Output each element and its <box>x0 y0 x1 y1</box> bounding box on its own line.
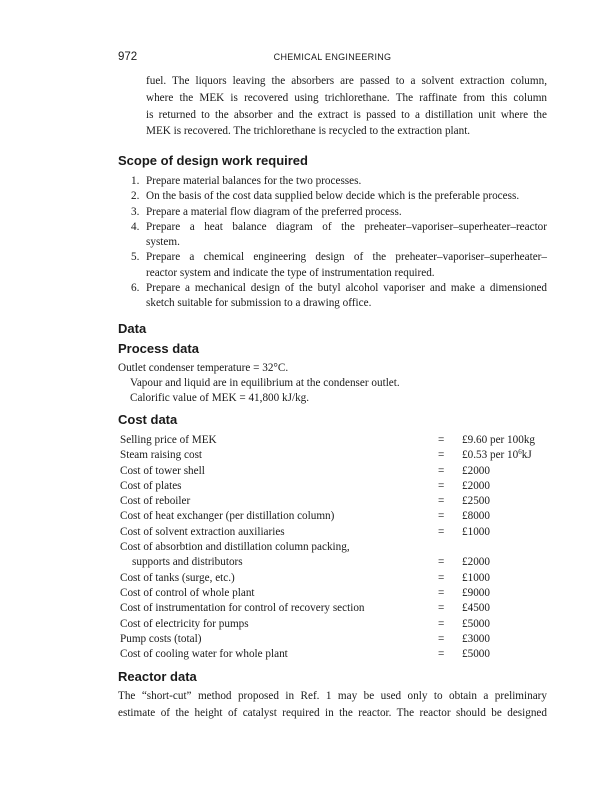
process-line: Calorific value of MEK = 41,800 kJ/kg. <box>130 392 310 404</box>
list-item: 2. On the basis of the cost data supplied below decide which is the preferable process. <box>131 190 520 203</box>
table-row: Pump costs (total) = £3000 <box>120 632 490 645</box>
table-row: Cost of tower shell = £2000 <box>120 464 490 477</box>
process-line: Outlet condenser temperature = 32°C. <box>118 362 289 374</box>
cost-data-heading: Cost data <box>118 412 178 427</box>
list-item: 3. Prepare a material flow diagram of the preferred process. <box>131 205 402 218</box>
data-heading: Data <box>118 321 147 336</box>
scope-heading: Scope of design work required <box>118 153 308 168</box>
reactor-line: The “short-cut” method proposed in Ref. 1 may be used only to obtain a preliminary <box>118 690 547 702</box>
running-title: CHEMICAL ENGINEERING <box>273 52 392 62</box>
list-item: 6. Prepare a mechanical design of the butyl alcohol vaporiser and make a dimensioned sketch suitable for submission to a drawing office. <box>131 282 547 310</box>
list-item: 1. Prepare material balances for the two processes. <box>131 175 362 187</box>
list-item: 5. Prepare a chemical engineering design of the preheater–vaporiser–superheater– reactor system and indicate the type of instrumentation required. <box>131 251 547 279</box>
table-row: Cost of tanks (surge, etc.) = £1000 <box>120 571 490 584</box>
intro-line: MEK is recovered. The trichlorethane is recycled to the extraction plant. <box>146 125 471 138</box>
page-number: 972 <box>118 51 138 63</box>
table-row: Cost of reboiler = £2500 <box>120 495 490 508</box>
table-row: Cost of instrumentation for control of recovery section = £4500 <box>120 602 490 615</box>
page-header <box>118 51 547 65</box>
process-data-heading: Process data <box>118 341 199 356</box>
intro-line: where the MEK is recovered using trichlorethane. The raffinate from this column <box>146 91 547 104</box>
table-row: Cost of electricity for pumps = £5000 <box>120 617 490 630</box>
reactor-paragraph <box>118 688 547 722</box>
intro-line: fuel. The liquors leaving the absorbers are passed to a solvent extraction column, <box>146 75 547 87</box>
table-row: supports and distributors = £2000 <box>132 556 490 569</box>
process-line: Vapour and liquid are in equilibrium at the condenser outlet. <box>130 377 400 389</box>
table-row: Cost of solvent extraction auxiliaries = £1000 <box>120 525 490 538</box>
reactor-line: estimate of the height of catalyst required in the reactor. The reactor should be designed <box>118 706 547 719</box>
reactor-data-heading: Reactor data <box>118 669 197 684</box>
table-row: Cost of heat exchanger (per distillation column) = £8000 <box>120 510 490 523</box>
intro-paragraph <box>146 73 547 140</box>
table-row: Cost of absorbtion and distillation column packing, <box>120 541 350 554</box>
scope-list <box>131 174 547 312</box>
intro-line: is returned to the absorber and the extract is passed to a distillation unit where the <box>146 108 547 121</box>
table-row: Cost of cooling water for whole plant = £5000 <box>120 648 490 661</box>
table-row: Steam raising cost = £0.53 per $10^6kJ$ <box>120 448 532 462</box>
table-row: Cost of control of whole plant = £9000 <box>120 586 490 599</box>
list-item: 4. Prepare a heat balance diagram of the preheater–vaporiser–superheater–reactor system. <box>131 220 547 249</box>
cost-table <box>120 433 550 662</box>
table-row: Cost of plates = £2000 <box>120 479 490 492</box>
table-row: Selling price of MEK = £9.60 per 100kg <box>120 434 536 446</box>
